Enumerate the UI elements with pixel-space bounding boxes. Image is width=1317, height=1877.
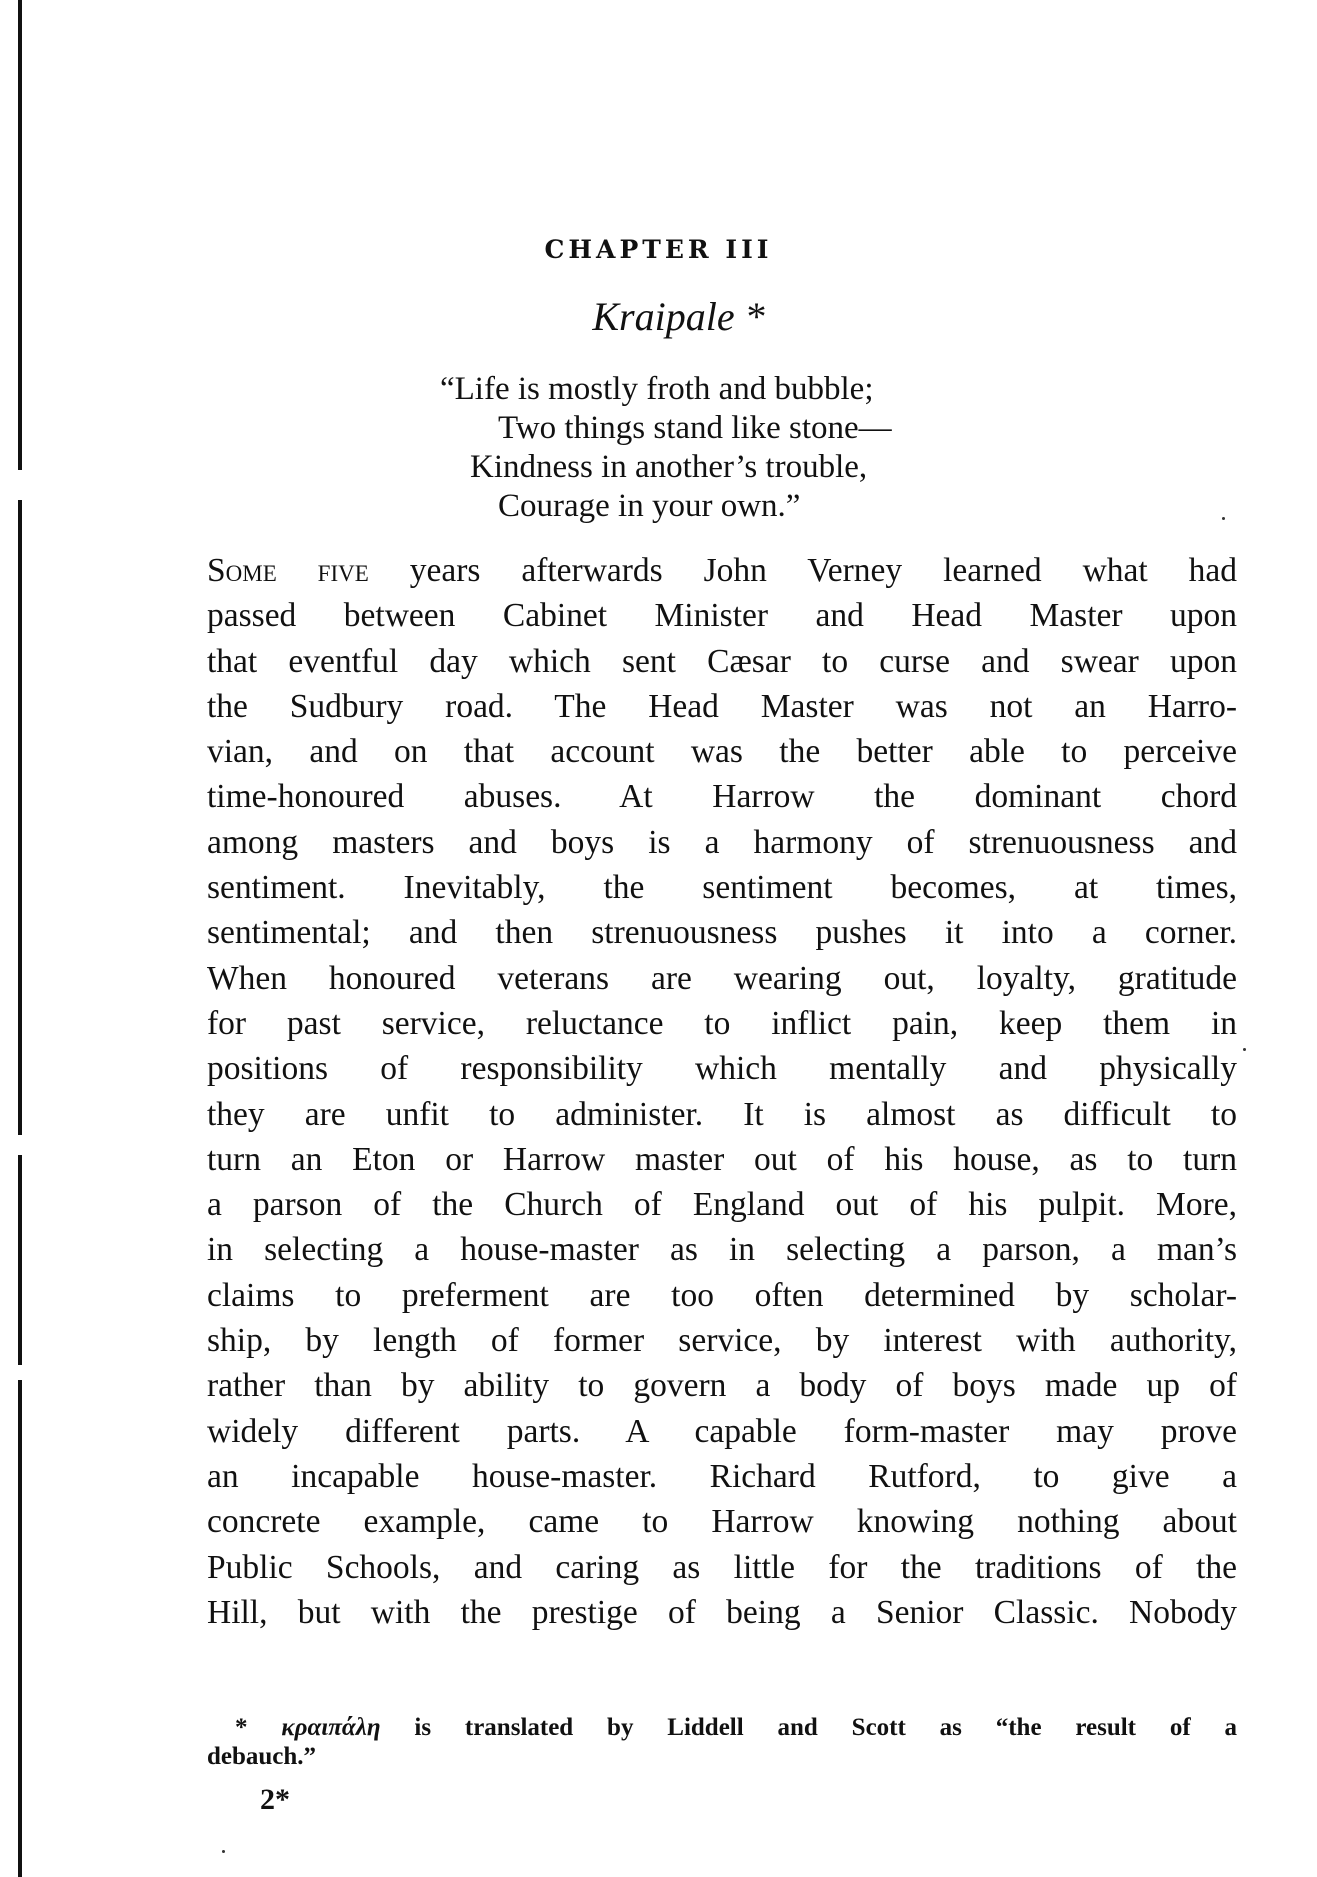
body-line: positions of responsibility which mentally and physically (207, 1050, 1237, 1088)
body-line: that eventful day which sent Cæsar to curse and swear upon (207, 642, 1237, 680)
body-paragraph (207, 548, 1237, 1635)
body-line: time-honoured abuses. At Harrow the dominant chord (207, 778, 1237, 816)
body-line: Some five years afterwards John Verney learned what had (207, 552, 1237, 589)
body-line: turn an Eton or Harrow master out of his house, as to turn (207, 1140, 1237, 1178)
body-line: among masters and boys is a harmony of strenuousness and (207, 823, 1237, 861)
binding-gap (12, 1365, 24, 1380)
body-line: the Sudbury road. The Head Master was not an Harro- (207, 687, 1237, 725)
epigraph-line: “Life is mostly froth and bubble; (440, 371, 874, 407)
body-line: passed between Cabinet Minister and Head Master upon (207, 597, 1237, 635)
page-signature: 2* (260, 1783, 290, 1816)
body-line: Public Schools, and caring as little for the traditions of the (207, 1548, 1237, 1586)
chapter-title: Kraipale * (592, 294, 765, 339)
body-line: concrete example, came to Harrow knowing nothing about (207, 1503, 1237, 1541)
binding-gap (14, 1135, 26, 1155)
body-line: claims to preferment are too often determined by scholar- (207, 1276, 1237, 1314)
body-line: they are unfit to administer. It is almost as difficult to (207, 1095, 1237, 1133)
body-line: sentiment. Inevitably, the sentiment becomes, at times, (207, 869, 1237, 907)
body-line: in selecting a house-master as in selecting a parson, a man’s (207, 1231, 1237, 1269)
body-line: sentimental; and then strenuousness pushes it into a corner. (207, 914, 1237, 952)
body-line: When honoured veterans are wearing out, loyalty, gratitude (207, 959, 1237, 997)
epigraph-line: Two things stand like stone— (498, 410, 892, 446)
lead-small-caps: Some five (207, 552, 369, 589)
body-line: an incapable house-master. Richard Rutford, to give a (207, 1457, 1237, 1495)
body-line: Hill, but with the prestige of being a Senior Classic. Nobody (207, 1593, 1237, 1631)
footnote-marker: * (235, 1714, 248, 1741)
body-line: widely different parts. A capable form-master may prove (207, 1412, 1237, 1450)
footnote-line: debauch.” (207, 1743, 317, 1770)
body-line: a parson of the Church of England out of his pulpit. More, (207, 1186, 1237, 1224)
footnote (207, 1713, 1237, 1771)
binding-gap (14, 470, 26, 500)
footnote-greek-word: κραιπάλη (281, 1714, 381, 1741)
page-binding-edge (18, 0, 22, 1877)
scan-speck (1243, 1048, 1246, 1051)
scan-speck (1222, 517, 1225, 520)
epigraph (440, 370, 892, 526)
body-line: vian, and on that account was the better able to perceive (207, 733, 1237, 771)
body-line: rather than by ability to govern a body of boys made up of (207, 1367, 1237, 1405)
epigraph-line: Courage in your own.” (498, 488, 801, 524)
chapter-label: CHAPTER III (544, 235, 773, 264)
body-line: ship, by length of former service, by interest with authority, (207, 1322, 1237, 1360)
footnote-line: * κραιπάλη is translated by Liddell and Scott as “the result of a (235, 1714, 1238, 1741)
epigraph-line: Kindness in another’s trouble, (470, 449, 868, 485)
scan-speck (222, 1850, 225, 1853)
body-line: for past service, reluctance to inflict pain, keep them in (207, 1004, 1237, 1042)
